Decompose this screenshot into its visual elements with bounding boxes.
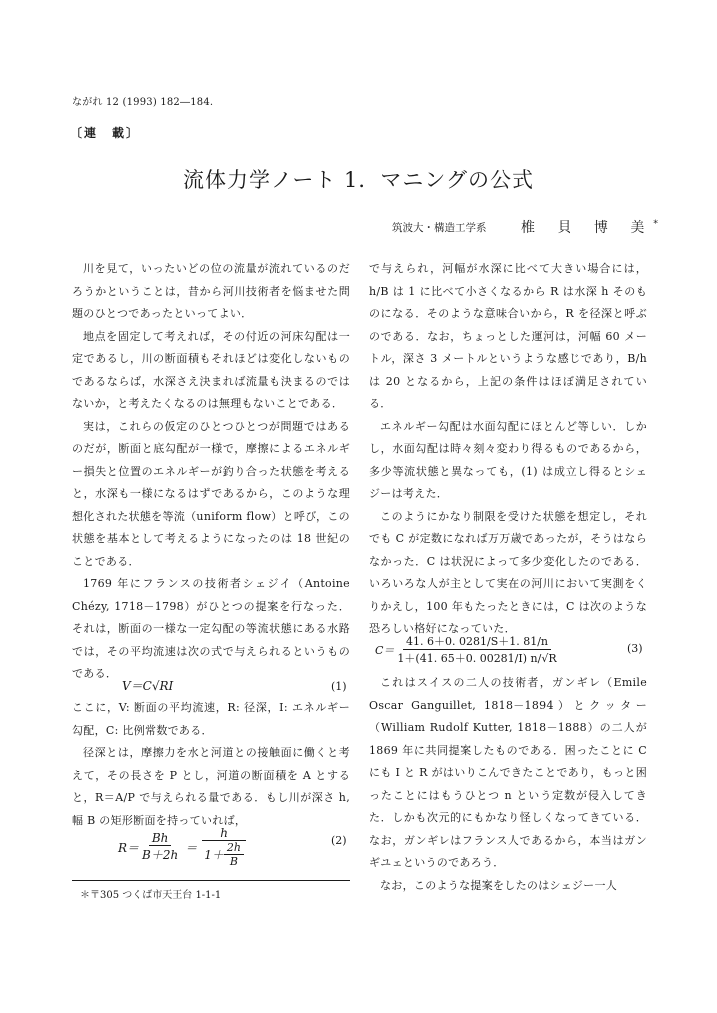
equation-2	[118, 826, 247, 868]
eq2-den-2	[201, 841, 247, 868]
eq2-fraction-2	[201, 826, 247, 868]
eq3-lhs: C＝	[375, 643, 395, 657]
eq2-num-1: Bh	[149, 831, 172, 846]
eq2-lhs: R＝	[118, 840, 140, 855]
left-paragraph-1: 川を見て，いったいどの位の流量が流れているのだろうかということは，昔から河川技術者を悩ませた問題のひとつであったといってよい．	[72, 262, 350, 320]
eq2-num-2: h	[202, 826, 246, 841]
eq2-den-1: B＋2h	[142, 848, 179, 862]
left-paragraph-5: ここに，V: 断面の平均流速，R: 径深，I: エネルギー勾配，C: 比例常数である．	[72, 701, 350, 737]
eq2-den-2-prefix: 1＋	[204, 848, 224, 862]
left-column-upper	[72, 258, 350, 686]
article-title: 流体力学ノート 1．マニングの公式	[183, 168, 534, 192]
equation-2-number: (2)	[331, 834, 347, 847]
left-paragraph-3: 実は，これらの仮定のひとつひとつが問題ではあるのだが，断面と底勾配が一様で，摩擦によるエネルギー損失と位置のエネルギーが釣り合った状態を考えると，水深も一様になるはずであるから，このような理想化された状態を等流（uniform flow）と呼び，この状態を基本として考えるようになったのは 18 世紀のことである．	[72, 419, 350, 568]
left-paragraph-4: 1769 年にフランスの技術者シェジイ（Antoine Chézy, 1718－1798）がひとつの提案を行なった．それは，断面の一様な一定勾配の等流状態にある水路では，その平均流速は次の式で与えられるというものである．	[72, 577, 350, 680]
right-paragraph-5: なお，このような提案をしたのはシェジー一人	[380, 878, 618, 892]
eq2-fraction-1	[139, 831, 181, 863]
eq3-numerator: 41. 6＋0. 0281/S＋1. 81/n	[403, 633, 551, 650]
right-paragraph-1: で与えられ，河幅が水深に比べて大きい場合には，h/B は 1 に比べて小さくなるから R は水深 h そのものになる．そのような意味合いから，R を径深と呼ぶのである．なお，ちょっとした運河は，河幅 60 メートル，深さ 3 メートルというような感じであり，B/h は 20 となるから，上記の条件はほぼ満足されている．	[369, 262, 647, 410]
equation-3	[375, 633, 560, 666]
footnote-rule	[72, 880, 350, 881]
equation-1-number: (1)	[331, 680, 347, 693]
right-column-lower	[369, 672, 647, 897]
author-name-text: 椎 貝 博 美	[521, 220, 654, 236]
eq3-fraction	[394, 633, 559, 666]
author-footnote-mark: *	[653, 219, 658, 230]
series-label: 〔連 載〕	[70, 126, 141, 140]
right-paragraph-4: これはスイスの二人の技術者，ガンギレ（Emile Oscar Ganguillet, 1818－1894）とクッター（William Rudolf Kutter, 1818－1888）の二人が 1869 年に共同提案したものである．困ったことに C にも I と R がはいりこんできたことであり，もっと困ったことにはもうひとつ n という定数が侵入してきた．しかも次元的にもかなり怪しくなってきている．なお，ガンギレはフランス人であるから，本当はガンギユェというのであろう．	[369, 676, 647, 869]
eq3-denominator: 1＋(41. 65＋0. 00281/I) n/√R	[397, 652, 557, 665]
author-name	[521, 217, 658, 237]
equation-3-number: (3)	[627, 642, 643, 655]
journal-citation: ながれ 12 (1993) 182―184.	[72, 97, 214, 108]
left-column-lower	[72, 697, 350, 832]
right-paragraph-2: エネルギー勾配は水面勾配にほとんど等しい．しかし，水面勾配は時々刻々変わり得るものであるから，多少等流状態と異なっても，(1) は成立し得るとシェジーは考えた．	[369, 419, 647, 500]
eq2-equals: ＝	[185, 840, 198, 855]
right-paragraph-3: このようにかなり制限を受けた状態を想定し，それでも C が定数になれば万万歳であったが，そうはならなかった．C は状況によって多少変化したのである．いろいろな人が主として実在の河川において実測をくりかえし，100 年もたったときには，C は次のような恐ろしい格好になっていた．	[369, 509, 647, 635]
right-column-upper	[369, 258, 647, 641]
equation-1: V＝C√RI	[122, 679, 174, 693]
author-affiliation: 筑波大・構造工学系	[392, 222, 487, 234]
eq2-inner-num: 2h	[224, 841, 244, 855]
eq2-inner-den: B	[229, 855, 238, 868]
eq2-inner-fraction	[224, 841, 244, 868]
left-paragraph-2: 地点を固定して考えれば，その付近の河床勾配は一定であるし，川の断面積もそれほどは変化しないものであるならば，水深さえ決まれば流量も決まるのではないか，と考えたくなるのは無理もないことである．	[72, 329, 350, 410]
left-paragraph-6: 径深とは，摩擦力を水と河道との接触面に働くと考えて，その長さを P とし，河道の断面積を A とすると，R＝A/P で与えられる量である．もし川が深さ h, 幅 B の矩形断面を持っていれば，	[72, 746, 350, 827]
footnote: ＊〒305 つくば市天王台 1-1-1	[80, 890, 222, 901]
